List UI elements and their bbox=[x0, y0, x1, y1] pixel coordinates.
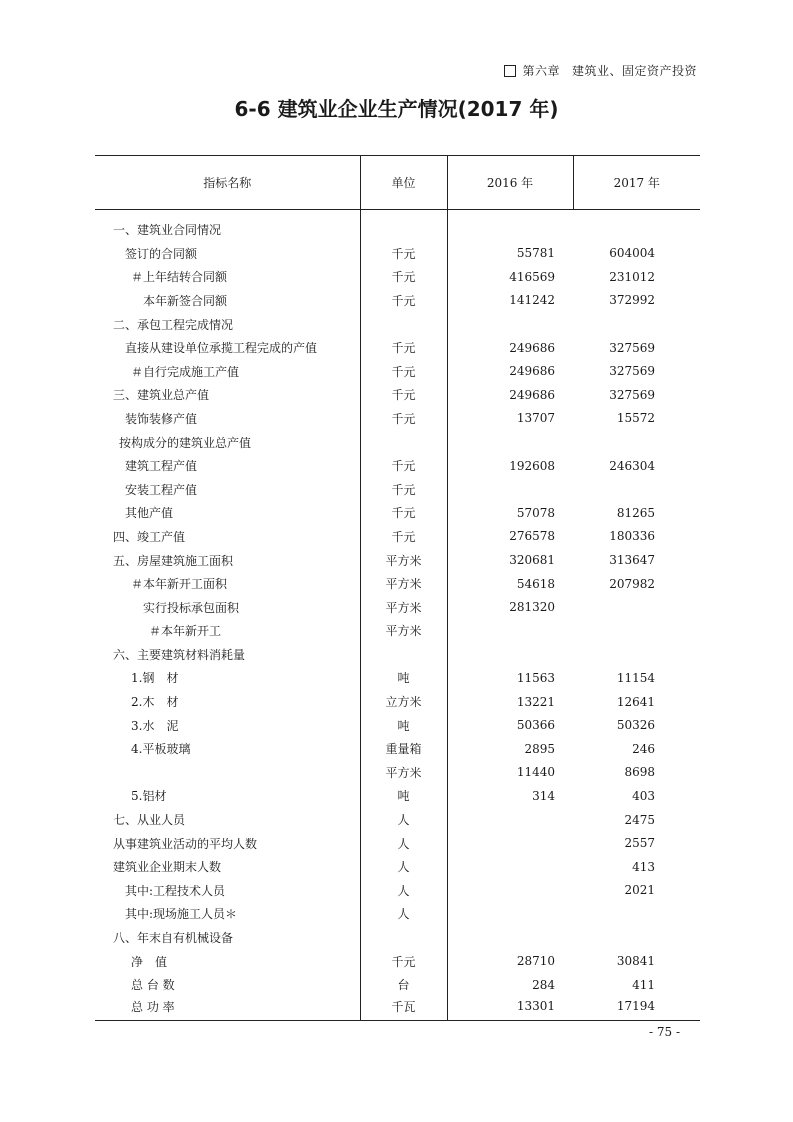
row-indicator-name: 五、房屋建筑施工面积 bbox=[113, 553, 234, 568]
row-value-2016: 54618 bbox=[516, 576, 555, 591]
row-unit: 人 bbox=[360, 831, 447, 855]
row-value-2016 bbox=[447, 902, 573, 926]
page-header bbox=[504, 62, 697, 79]
row-indicator-name bbox=[95, 761, 360, 785]
row-indicator-name: 本年新签合同额 bbox=[143, 293, 228, 308]
row-value-2016: 141242 bbox=[509, 293, 555, 308]
row-value-2016 bbox=[447, 619, 573, 643]
table-row bbox=[95, 690, 700, 714]
row-value-2016: 50366 bbox=[516, 718, 555, 733]
row-indicator-name: ＃自行完成施工产值 bbox=[131, 364, 240, 379]
row-value-2017: 30841 bbox=[616, 954, 655, 969]
row-value-2016: 249686 bbox=[509, 387, 555, 402]
table-row bbox=[95, 572, 700, 596]
row-value-2016: 2895 bbox=[524, 741, 555, 756]
row-value-2017 bbox=[573, 430, 700, 454]
row-value-2017: 12641 bbox=[616, 694, 655, 709]
row-value-2017 bbox=[573, 926, 700, 950]
row-unit bbox=[360, 210, 447, 242]
row-value-2017: 50326 bbox=[616, 718, 655, 733]
row-indicator-name: 签订的合同额 bbox=[125, 246, 198, 261]
row-unit: 台 bbox=[360, 973, 447, 997]
row-value-2017: 11154 bbox=[616, 670, 655, 685]
row-value-2017: 327569 bbox=[609, 387, 655, 402]
table-row bbox=[95, 265, 700, 289]
row-indicator-name: 装饰装修产值 bbox=[125, 411, 198, 426]
row-indicator-name: 净 值 bbox=[131, 954, 168, 969]
row-value-2017: 180336 bbox=[609, 529, 655, 544]
row-value-2017: 246 bbox=[632, 741, 655, 756]
data-table-container bbox=[95, 155, 700, 1021]
row-unit: 平方米 bbox=[360, 619, 447, 643]
row-value-2016 bbox=[447, 855, 573, 879]
page-number: - 75 - bbox=[649, 1025, 681, 1039]
table-row bbox=[95, 312, 700, 336]
row-indicator-name: 二、承包工程完成情况 bbox=[113, 317, 234, 332]
row-unit: 人 bbox=[360, 902, 447, 926]
row-unit: 千元 bbox=[360, 242, 447, 266]
row-unit: 千元 bbox=[360, 359, 447, 383]
table-body bbox=[95, 210, 700, 1021]
table-row bbox=[95, 713, 700, 737]
row-indicator-name: 4.平板玻璃 bbox=[131, 742, 191, 757]
row-unit: 千元 bbox=[360, 477, 447, 501]
row-unit: 平方米 bbox=[360, 548, 447, 572]
row-unit: 平方米 bbox=[360, 595, 447, 619]
table-row bbox=[95, 879, 700, 903]
row-value-2017: 313647 bbox=[609, 553, 655, 568]
row-unit: 吨 bbox=[360, 784, 447, 808]
chapter-label: 第六章 bbox=[522, 64, 560, 78]
row-unit: 吨 bbox=[360, 713, 447, 737]
row-value-2016: 416569 bbox=[509, 269, 555, 284]
row-value-2017: 327569 bbox=[609, 340, 655, 355]
row-value-2016 bbox=[447, 312, 573, 336]
row-value-2017 bbox=[573, 619, 700, 643]
row-value-2017 bbox=[573, 643, 700, 667]
row-value-2017: 411 bbox=[632, 977, 655, 992]
table-row bbox=[95, 619, 700, 643]
table-row bbox=[95, 737, 700, 761]
row-unit: 千元 bbox=[360, 501, 447, 525]
row-value-2017: 327569 bbox=[609, 364, 655, 379]
table-row bbox=[95, 501, 700, 525]
row-unit: 千元 bbox=[360, 265, 447, 289]
data-table bbox=[95, 155, 700, 1021]
row-unit: 千元 bbox=[360, 949, 447, 973]
row-indicator-name: 安装工程产值 bbox=[125, 482, 198, 497]
row-unit bbox=[360, 643, 447, 667]
table-row bbox=[95, 548, 700, 572]
row-value-2016: 192608 bbox=[509, 458, 555, 473]
row-unit: 千元 bbox=[360, 336, 447, 360]
table-row bbox=[95, 289, 700, 313]
row-value-2016: 13301 bbox=[447, 997, 573, 1021]
row-value-2017: 246304 bbox=[609, 458, 655, 473]
row-value-2017: 17194 bbox=[573, 997, 700, 1021]
row-value-2016: 13707 bbox=[516, 411, 555, 426]
header-2016: 2016 年 bbox=[447, 156, 573, 210]
table-row bbox=[95, 831, 700, 855]
row-value-2017 bbox=[573, 595, 700, 619]
table-row bbox=[95, 525, 700, 549]
header-2017: 2017 年 bbox=[573, 156, 700, 210]
row-value-2017: 207982 bbox=[609, 576, 655, 591]
table-row bbox=[95, 477, 700, 501]
table-row bbox=[95, 242, 700, 266]
row-value-2017 bbox=[573, 312, 700, 336]
row-value-2017: 2475 bbox=[624, 812, 655, 827]
row-indicator-name: 5.铝材 bbox=[131, 789, 167, 804]
row-value-2017 bbox=[573, 477, 700, 501]
row-value-2016 bbox=[447, 643, 573, 667]
table-row bbox=[95, 973, 700, 997]
row-value-2016: 57078 bbox=[516, 505, 555, 520]
row-indicator-name: 总 台 数 bbox=[131, 978, 175, 993]
row-unit: 人 bbox=[360, 879, 447, 903]
row-indicator-name: 七、从业人员 bbox=[113, 813, 186, 828]
row-value-2016: 320681 bbox=[509, 553, 555, 568]
row-indicator-name: ＃本年新开工 bbox=[149, 624, 222, 639]
row-indicator-name: ＃本年新开工面积 bbox=[131, 577, 228, 592]
row-unit bbox=[360, 926, 447, 950]
row-indicator-name: 总 功 率 bbox=[95, 997, 360, 1021]
row-value-2016 bbox=[447, 879, 573, 903]
table-row bbox=[95, 808, 700, 832]
table-row bbox=[95, 997, 700, 1021]
table-row bbox=[95, 336, 700, 360]
row-indicator-name: 3.水 泥 bbox=[131, 718, 179, 733]
row-indicator-name: 四、竣工产值 bbox=[113, 529, 186, 544]
header-indicator-name: 指标名称 bbox=[95, 156, 360, 210]
row-unit: 人 bbox=[360, 855, 447, 879]
table-row bbox=[95, 359, 700, 383]
row-indicator-name: 一、建筑业合同情况 bbox=[113, 223, 222, 238]
table-row bbox=[95, 210, 700, 242]
row-unit bbox=[360, 312, 447, 336]
row-unit: 平方米 bbox=[360, 572, 447, 596]
row-unit: 千元 bbox=[360, 454, 447, 478]
row-unit: 千元 bbox=[360, 289, 447, 313]
row-value-2017 bbox=[573, 902, 700, 926]
table-row bbox=[95, 643, 700, 667]
row-value-2017 bbox=[573, 210, 700, 242]
table-row bbox=[95, 430, 700, 454]
table-row bbox=[95, 383, 700, 407]
row-indicator-name: 按构成分的建筑业总产值 bbox=[119, 435, 252, 450]
row-indicator-name: 六、主要建筑材料消耗量 bbox=[113, 647, 246, 662]
row-value-2016: 314 bbox=[532, 788, 555, 803]
row-value-2017: 403 bbox=[632, 788, 655, 803]
row-unit: 人 bbox=[360, 808, 447, 832]
row-value-2016: 249686 bbox=[509, 364, 555, 379]
row-unit: 吨 bbox=[360, 666, 447, 690]
table-row bbox=[95, 926, 700, 950]
table-row bbox=[95, 902, 700, 926]
row-value-2017: 372992 bbox=[609, 293, 655, 308]
section-label: 建筑业、固定资产投资 bbox=[571, 64, 697, 78]
row-value-2017: 15572 bbox=[616, 411, 655, 426]
row-unit: 千元 bbox=[360, 383, 447, 407]
page-title: 6-6 建筑业企业生产情况(2017 年) bbox=[234, 97, 559, 121]
table-row bbox=[95, 855, 700, 879]
row-unit: 立方米 bbox=[360, 690, 447, 714]
row-unit bbox=[360, 430, 447, 454]
row-value-2016: 13221 bbox=[516, 694, 555, 709]
row-value-2017: 604004 bbox=[609, 246, 655, 261]
row-value-2017: 2557 bbox=[624, 836, 655, 851]
row-indicator-name: ＃上年结转合同额 bbox=[131, 270, 228, 285]
row-value-2016: 284 bbox=[532, 977, 555, 992]
table-row bbox=[95, 666, 700, 690]
row-indicator-name: 三、建筑业总产值 bbox=[113, 388, 210, 403]
row-indicator-name: 1.钢 材 bbox=[131, 671, 179, 686]
row-value-2016 bbox=[447, 477, 573, 501]
row-indicator-name: 建筑业企业期末人数 bbox=[113, 860, 222, 875]
row-unit: 千元 bbox=[360, 407, 447, 431]
row-unit: 平方米 bbox=[360, 761, 447, 785]
row-value-2016: 11440 bbox=[516, 765, 555, 780]
table-row bbox=[95, 407, 700, 431]
row-value-2016 bbox=[447, 926, 573, 950]
row-value-2016: 281320 bbox=[509, 600, 555, 615]
row-indicator-name: 其中:工程技术人员 bbox=[125, 883, 226, 898]
row-indicator-name: 八、年末自有机械设备 bbox=[113, 931, 234, 946]
row-unit: 千瓦 bbox=[360, 997, 447, 1021]
table-header-row bbox=[95, 156, 700, 210]
row-indicator-name: 直接从建设单位承揽工程完成的产值 bbox=[125, 341, 318, 356]
checkbox-square-icon bbox=[504, 65, 516, 77]
row-value-2017: 413 bbox=[632, 859, 655, 874]
row-value-2017: 231012 bbox=[609, 269, 655, 284]
row-value-2016 bbox=[447, 831, 573, 855]
table-row bbox=[95, 784, 700, 808]
table-row bbox=[95, 454, 700, 478]
row-value-2016: 276578 bbox=[509, 529, 555, 544]
row-unit: 千元 bbox=[360, 525, 447, 549]
row-value-2017: 2021 bbox=[624, 883, 655, 898]
row-value-2016 bbox=[447, 808, 573, 832]
row-indicator-name: 实行投标承包面积 bbox=[143, 600, 240, 615]
row-value-2016: 28710 bbox=[516, 954, 555, 969]
table-row bbox=[95, 761, 700, 785]
row-unit: 重量箱 bbox=[360, 737, 447, 761]
row-value-2016: 55781 bbox=[516, 246, 555, 261]
table-row bbox=[95, 949, 700, 973]
row-indicator-name: 其中:现场施工人员＊ bbox=[125, 907, 238, 922]
row-indicator-name: 从事建筑业活动的平均人数 bbox=[113, 836, 258, 851]
row-indicator-name: 其他产值 bbox=[125, 506, 174, 521]
row-indicator-name: 建筑工程产值 bbox=[125, 459, 198, 474]
row-value-2016: 249686 bbox=[509, 340, 555, 355]
table-row bbox=[95, 595, 700, 619]
row-value-2016 bbox=[447, 430, 573, 454]
row-value-2016 bbox=[447, 210, 573, 242]
row-value-2017: 8698 bbox=[624, 765, 655, 780]
header-unit: 单位 bbox=[360, 156, 447, 210]
row-value-2017: 81265 bbox=[616, 505, 655, 520]
row-indicator-name: 2.木 材 bbox=[131, 695, 179, 710]
row-value-2016: 11563 bbox=[516, 670, 555, 685]
